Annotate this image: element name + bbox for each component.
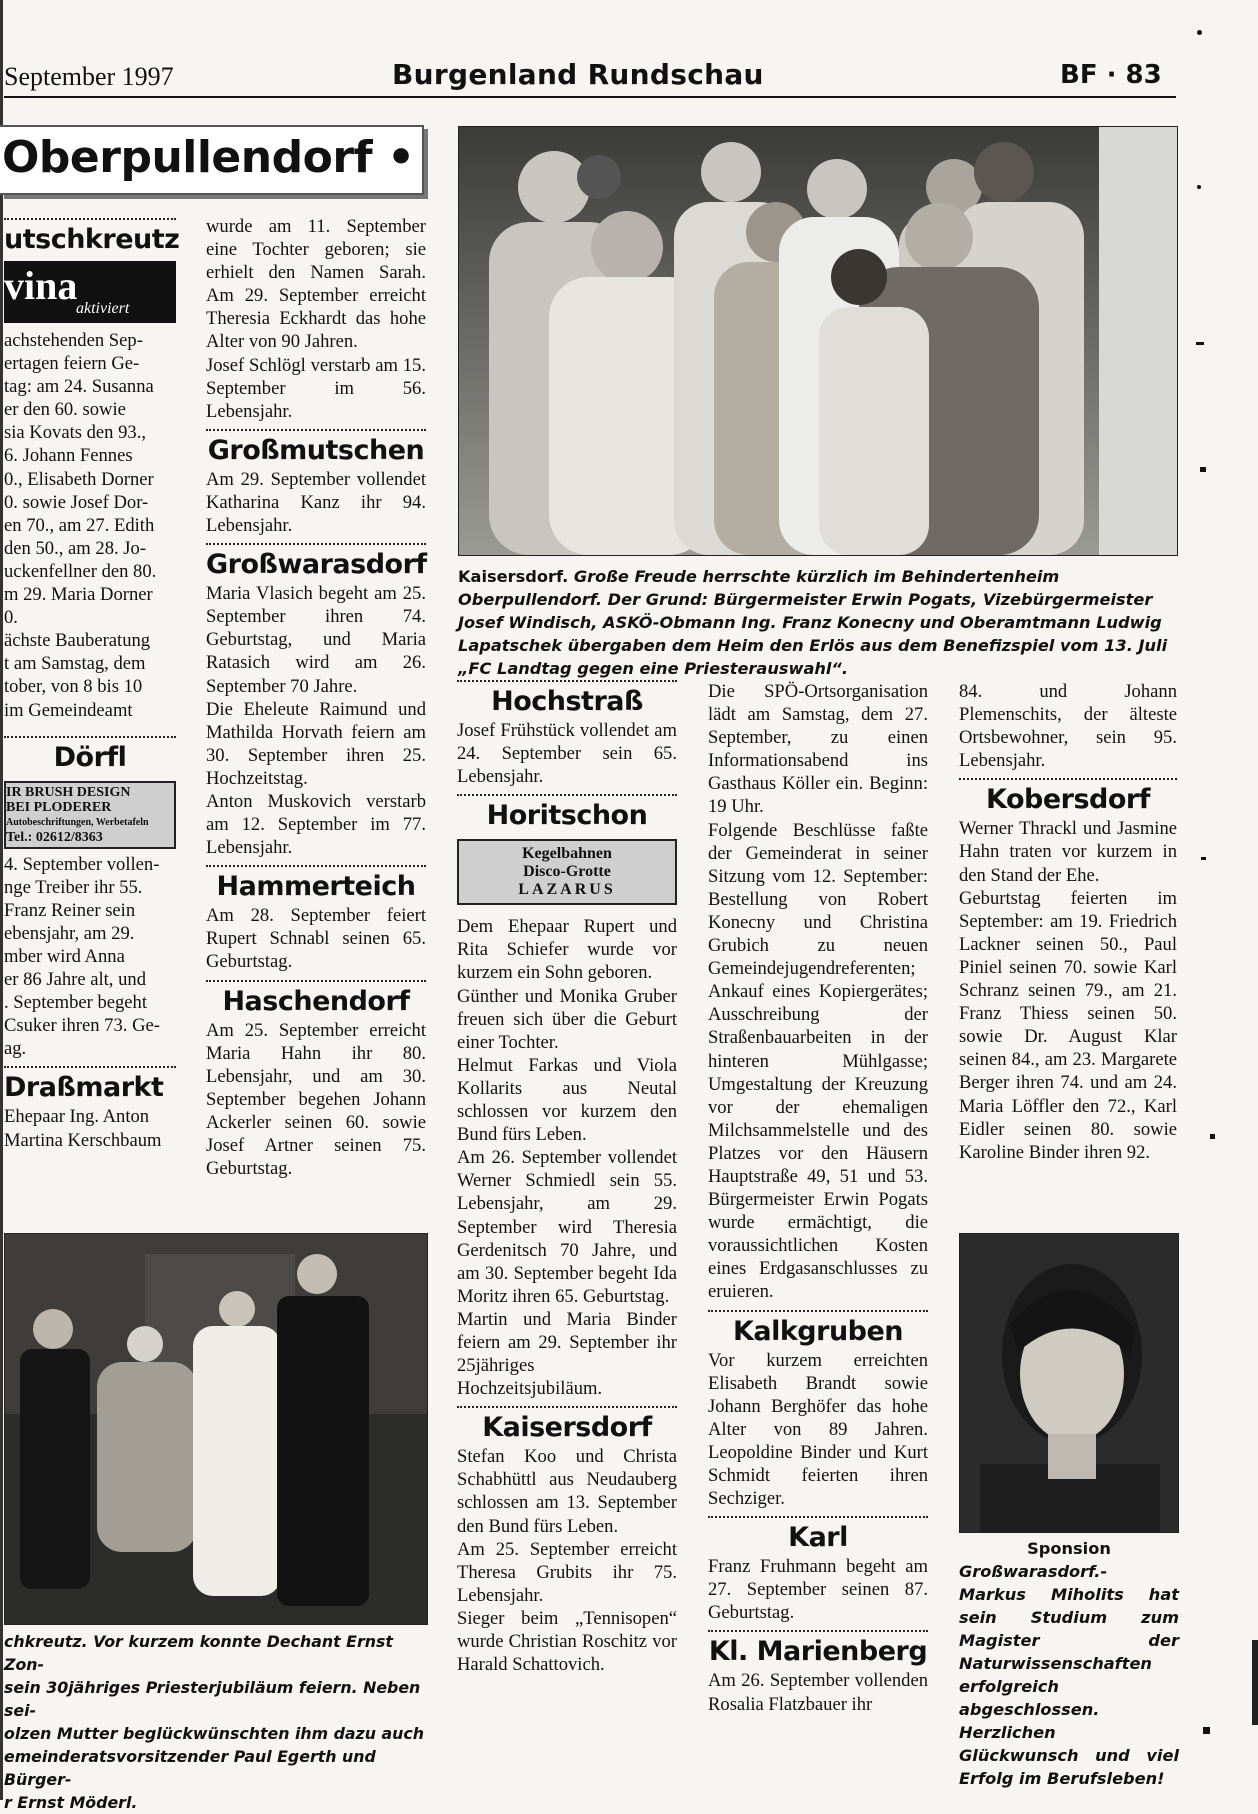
col3-paragraph: Dem Ehepaar Rupert und Rita Schiefer wurde vor kurzem ein Sohn geboren. [457,916,677,984]
text-line: Martina Kerschbaum [4,1129,162,1151]
col4-paragraph: Die SPÖ-Ortsorganisation lädt am Samstag, dem 27. September, zu einen Informationsabend ins Gasthaus Köller ein. Beginn: 19 Uhr. [708,681,928,818]
photo-caption-sponsion [959,1537,1179,1790]
photo-illustration [459,127,1177,555]
header-rule [4,96,1176,98]
sponsion-title: Sponsion [1027,1539,1111,1558]
ad-vina-sub: aktiviert [76,300,130,317]
section-banner [0,125,424,195]
column-3 [457,680,677,1676]
heading-hammerteich: Hammerteich [216,871,416,903]
text-line: en 70., am 27. Edith [4,514,155,536]
divider [959,778,1177,780]
text-line: im Gemeindeamt [4,699,133,721]
col2-paragraph: Maria Vlasich begeht am 25. September ihren 74. Geburtstag, und Maria Ratasich wird am 26. September 70 Jahre. [206,583,426,697]
col2-paragraph: Josef Schlögl verstarb am 15. September im 56. Lebensjahr. [206,354,426,422]
caption-line: sein 30jähriges Priesterjubiläum feiern. Neben sei- [4,1678,421,1720]
col3-paragraph: Josef Frühstück vollendet am 24. September sein 65. Lebensjahr. [457,720,677,788]
text-line: uckenfellner den 80. [4,560,157,582]
col2-paragraph: Anton Muskovich verstarb am 12. September im 77. Lebensjahr. [206,790,426,859]
text-line: ertagen feiern Ge- [4,353,140,375]
scan-mark [1201,857,1206,860]
col3-paragraph: Sieger beim „Tennisopen“ wurde Christian Roschitz vor Harald Schattovich. [457,1607,677,1676]
col2-paragraph: wurde am 11. September eine Tochter geboren; sie erhielt den Namen Sarah. Am 29. September erreicht Theresia Eckhardt das hohe Alter von 90 Jahren. [206,216,426,353]
caption-line: emeinderatsvorsitzender Paul Egerth und Bürger- [4,1747,376,1789]
col3-paragraph: Helmut Farkas und Viola Kollarits aus Neutal schlossen vor kurzem den Bund fürs Leben. [457,1054,677,1146]
heading-kalkgruben: Kalkgruben [732,1315,904,1347]
col2-paragraph: Am 25. September erreicht Maria Hahn ihr 80. Lebensjahr, und am 30. September begehen Johann Ackerler seinen 60. sowie Josef Artner seinen 75. Geburtstag. [206,1019,426,1180]
text-line: m 29. Maria Dorner [4,584,153,606]
caption-line: r Ernst Möderl. [4,1793,138,1812]
heading-hochstrass: Hochstraß [491,686,643,717]
photo-illustration [960,1234,1178,1532]
ad-vina [4,261,176,323]
heading-drassmarkt: Draßmarkt [4,1072,164,1104]
col4-paragraph: Franz Fruhmann begeht am 27. September seinen 87. Geburtstag. [708,1556,928,1624]
col4-paragraph: Am 26. September vollenden Rosalia Flatzbauer ihr [708,1670,928,1715]
caption-text: Markus Miholits hat sein Studium zum Magister der Naturwissenschaften erfolgreich abgeschlossen. Herzlichen Glückwunsch und viel Erfolg im Berufsleben! [959,1585,1179,1788]
text-line: sia Kovats den 93., [4,422,147,444]
ad-vina-main: vina [4,263,78,308]
text-line: 4. September vollen- [4,853,160,875]
heading-kl-marienberg: Kl. Marienberg [708,1636,928,1668]
col3-paragraph: Am 26. September vollendet Werner Schmiedl sein 55. Lebensjahr, am 29. September wird Theresia Gerdenitsch 70 Jahre, und am 30. September begeht Ida Moritz ihren 65. Geburtstag. [457,1147,677,1307]
divider [206,980,426,982]
header-page-number: BF · 83 [1060,60,1162,90]
text-line: Franz Reiner sein [4,899,136,921]
caption-lead: Kaisersdorf. [458,567,569,586]
text-line: t am Samstag, dem [4,653,146,675]
heading-karl: Karl [788,1522,848,1554]
col1-paragraph-2 [4,629,176,721]
scan-mark [1197,185,1201,189]
column-5 [959,680,1177,1164]
col3-paragraph: Stefan Koo und Christa Schabhüttl aus Neudauberg schlossen am 13. September den Bund fürs Leben. [457,1446,677,1537]
text-line: Ehepaar Ing. Anton [4,1106,150,1128]
ad-line: LAZARUS [518,881,616,899]
text-line: er 86 Jahre alt, und [4,969,146,991]
text-line: mber wird Anna [4,945,125,967]
divider [457,680,677,682]
scan-mark [1252,1640,1258,1725]
heading-kobersdorf: Kobersdorf [986,784,1150,816]
divider [4,1066,176,1068]
col1-paragraph-1 [4,329,176,629]
divider [457,794,677,796]
photo-caption-bottom [4,1630,434,1814]
col3-paragraph: Günther und Monika Gruber freuen sich über die Geburt einer Tochter. [457,985,677,1053]
col1-paragraph-3 [4,853,176,1061]
divider [457,1406,677,1408]
photo-kaisersdorf-group [458,126,1178,556]
header-date: September 1997 [4,62,174,91]
divider [206,429,426,431]
scan-edge [0,0,3,1800]
col2-paragraph: Am 29. September vollendet Katharina Kanz ihr 94. Lebensjahr. [206,468,426,537]
scan-mark [1210,1134,1215,1139]
scan-mark [1200,467,1206,472]
ad-line: BEI PLODERER [6,799,112,815]
text-line: er den 60. sowie [4,399,126,421]
sponsion-text [959,1560,1179,1790]
col5-paragraph: 84. und Johann Plemenschits, der älteste Ortsbewohner, sein 95. Lebensjahr. [959,681,1177,772]
text-line: achstehenden Sep- [4,330,143,351]
col4-paragraph: Vor kurzem erreichten Elisabeth Brandt sowie Johann Berghöfer das hohe Alter von 89 Jahren. Leopoldine Binder und Kurt Schmidt feierten ihren Sechziger. [708,1349,928,1510]
text-line: Csuker ihren 73. Ge- [4,1015,160,1037]
divider [708,1516,928,1518]
caption-text: Große Freude herrschte kürzlich im Behindertenheim Oberpullendorf. Der Grund: Bürgermeister Erwin Pogats, Vizebürgermeister Josef Windisch, ASKÖ-Obmann Ing. Franz Konecny und Oberamtmann Ludwig Lapatschek übergaben dem Heim den Erlös aus dem Benefizspiel vom 13. Juli „FC Landtag gegen eine Priesterauswahl“. [458,567,1168,678]
text-line: 6. Johann Fennes [4,445,133,467]
scan-mark [1203,1727,1210,1734]
heading-kaisersdorf: Kaisersdorf [482,1412,652,1444]
text-line: . September begeht [4,992,148,1014]
photo-illustration [5,1234,427,1624]
heading-grosswarasdorf: Großwarasdorf [206,549,427,581]
caption-line: olzen Mutter beglückwünschten ihm dazu auch [4,1724,425,1743]
text-line: nge Treiber ihr 55. [4,876,143,898]
col2-paragraph: Die Eheleute Raimund und Mathilda Horvath feiern am 30. September ihren 25. Hochzeitstag. [206,698,426,789]
text-line: 0. [4,607,18,629]
text-line: 0., Elisabeth Dorner [4,468,154,490]
photo-portrait-miholits [959,1233,1179,1533]
section-banner-title: Oberpullendorf • [2,132,415,183]
caption-line: chkreutz. Vor kurzem konnte Dechant Ernst Zon- [4,1632,393,1674]
ad-lazarus [457,839,677,905]
heading-doerfl: Dörfl [53,741,127,773]
heading-haschendorf: Haschendorf [222,985,410,1017]
col2-paragraph: Am 28. September feiert Rupert Schnabl seinen 65. Geburtstag. [206,905,426,973]
text-line: ächste Bauberatung [4,630,151,652]
text-line: den 50., am 28. Jo- [4,537,147,559]
photo-caption-top [458,565,1178,680]
photo-deutschkreutz-jubilee [4,1233,428,1625]
text-line: ebensjahr, am 29. [4,922,135,944]
divider [708,1630,928,1632]
col5-paragraph: Werner Thrackl und Jasmine Hahn traten vor kurzem in den Stand der Ehe. [959,818,1177,886]
ad-line: IR BRUSH DESIGN [6,784,131,800]
divider [206,865,426,867]
col3-paragraph: Am 25. September erreicht Theresa Grubits ihr 75. Lebensjahr. [457,1538,677,1606]
col5-paragraph: Geburtstag feierten im September: am 19. Friedrich Lackner seinen 50., Paul Piniel seinen 70. sowie Karl Schranz seinen 79., am 21. Franz Thiess seinen 50. sowie Dr. August Klar seinen 84., am 23. Margarete Berger ihren 74. und am 24. Maria Löffler den 72., Karl Eidler seinen 80. sowie Karoline Binder ihren 92. [959,887,1177,1163]
ad-airbrush-design [4,781,176,849]
divider [4,736,176,738]
col4-paragraph: Folgende Beschlüsse faßte der Gemeinderat in seiner Sitzung vom 12. September: Bestellung von Robert Konecny und Christina Grubich zu neuen Gemeindejugendreferenten; Ankauf eines Kopiergerätes; Ausschreibung der Straßenbauarbeiten in der hinteren Mühlgasse; Umgestaltung der Kreuzung vor der ehemaligen Milchsammelstelle und des Platzes vor den Häusern Hauptstraße 49, 51 und 53. Bürgermeister Erwin Pogats wurde ermächtigt, die voraussichtlichen Kosten eines Erdgasanschlusses zu eruieren. [708,819,928,1303]
heading-grossmutschen: Großmutschen [207,434,425,466]
caption-lead: Großwarasdorf.- [959,1562,1108,1581]
heading-horitschon: Horitschon [486,800,648,832]
text-line: 0. sowie Josef Dor- [4,491,149,513]
divider [4,218,176,220]
scan-mark [1196,342,1204,345]
text-line: tag: am 24. Susanna [4,376,154,398]
ad-line: Tel.: 02612/8363 [6,829,103,845]
column-1 [4,212,180,1152]
divider [206,543,426,545]
ad-line: Kegelbahnen [522,845,612,863]
text-line: tober, von 8 bis 10 [4,676,143,698]
ad-line: Disco-Grotte [523,863,611,881]
divider [708,1310,928,1312]
header-paper-title: Burgenland Rundschau [392,58,764,91]
column-2 [206,215,426,1180]
column-4 [708,680,928,1716]
col3-paragraph: Martin und Maria Binder feiern am 29. September ihr 25jähriges Hochzeitsjubiläum. [457,1308,677,1400]
ad-line: Autobeschriftungen, Werbetafeln [6,816,149,828]
heading-deutschkreutz: utschkreutz [4,224,180,255]
scan-mark [1197,30,1202,35]
text-line: ag. [4,1038,27,1060]
